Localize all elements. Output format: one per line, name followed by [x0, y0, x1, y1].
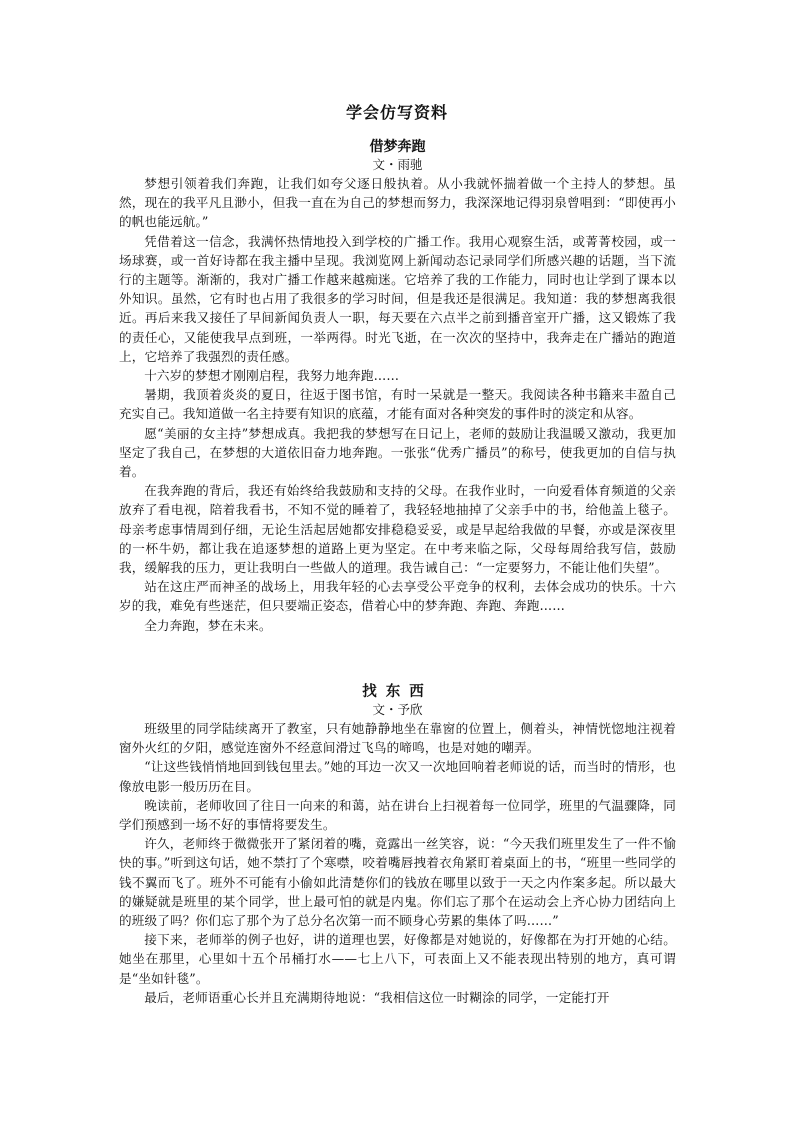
paragraph: 晚读前，老师收回了往日一向来的和蔼，站在讲台上扫视着每一位同学，班里的气温骤降，同学们预感到一场不好的事情将要发生。 — [119, 797, 676, 833]
paragraph: 凭借着这一信念，我满怀热情地投入到学校的广播工作。我用心观察生活，或菁菁校园，或一场球赛，或一首好诗都在我主播中呈现。我浏览网上新闻动态记录同学们所感兴趣的话题，当下流行的主题等。渐渐的，我对广播工作越来越痴迷。它培养了我的工作能力，同时也让学到了课本以外知识。虽然，它有时也占用了我很多的学习时间，但是我还是很满足。我知道：我的梦想离我很近。再后来我又接任了早间新闻负责人一职，每天要在六点半之前到播音室开广播，这又锻炼了我的责任心，又能使我早点到班，一举两得。时光飞逝，在一次次的坚持中，我奔走在广播站的跑道上，它培养了我强烈的责任感。 — [119, 233, 676, 364]
paragraph: 在我奔跑的背后，我还有始终给我鼓励和支持的父母。在我作业时，一向爱看体育频道的父亲放弃了看电视，陪着我看书，不知不觉的睡着了，我轻轻地抽掉了父亲手中的书，给他盖上毯子。母亲考虑事情周到仔细，无论生活起居她都安排稳稳妥妥，或是早起给我做的早餐，亦或是深夜里的一杯牛奶，都让我在追逐梦想的道路上更为坚定。在中考来临之际，父母每周给我写信，鼓励我，缓解我的压力，更让我明白一些做人的道理。我告诫自己：“一定要努力，不能让他们失望”。 — [119, 483, 676, 576]
article-author: 文・予欣 — [372, 702, 423, 717]
paragraph: 愿“美丽的女主持”梦想成真。我把我的梦想写在日记上，老师的鼓励让我温暖又激动，我更加坚定了我自己，在梦想的大道依旧奋力地奔跑。一张张“优秀广播员”的称号，使我更加的自信与执着。 — [119, 425, 676, 480]
paragraph: 十六岁的梦想才刚刚启程，我努力地奔跑…… — [144, 368, 400, 384]
document-title: 学会仿写资料 — [345, 103, 448, 122]
paragraph: 暑期，我顶着炎炎的夏日，往返于图书馆，有时一呆就是一整天。我阅读各种书籍来丰盈自己充实自己。我知道做一名主持要有知识的底蕴，才能有面对各种突发的事件时的淡定和从容。 — [119, 387, 676, 422]
article-title: 找东西 — [362, 683, 433, 700]
paragraph: 全力奔跑，梦在未来。 — [144, 617, 272, 633]
paragraph: 站在这庄严而神圣的战场上，用我年轻的心去享受公平竞争的权利，去体会成功的快乐。十六岁的我，难免有些迷茫，但只要端正姿态，借着心中的梦奔跑、奔跑、奔跑…… — [119, 579, 676, 614]
article-zhao-dong-xi — [119, 683, 676, 1007]
article-author: 文・雨驰 — [372, 157, 423, 172]
paragraph: 接下来，老师举的例子也好，讲的道理也罢，好像都是对她说的，好像都在为打开她的心结。她坐在那里，心里如十五个吊桶打水——七上八下，可表面上又不能表现出特别的地方，真可谓是“坐如针毯”。 — [119, 932, 676, 986]
article-jie-meng-ben-pao — [119, 138, 676, 635]
paragraph: 最后，老师语重心长并且充满期待地说：“我相信这位一时糊涂的同学，一定能打开 — [144, 989, 610, 1005]
paragraph: 许久，老师终于微微张开了紧闭着的嘴，竟露出一丝笑容，说：“今天我们班里发生了一件不愉快的事。”听到这句话，她不禁打了个寒噤，咬着嘴唇拽着衣角紧盯着桌面上的书，“班里一些同学的钱不翼而飞了。班外不可能有小偷如此清楚你们的钱放在哪里以致于一天之内作案多起。所以最大的嫌疑就是班里的某个同学，世上最可怕的就是内鬼。你们忘了那个在运动会上齐心协力团结向上的班级了吗？你们忘了那个为了总分名次第一而不顾身心劳累的集体了吗……” — [119, 836, 676, 929]
article-title: 借梦奔跑 — [369, 139, 426, 155]
paragraph: 班级里的同学陆续离开了教室，只有她静静地坐在靠窗的位置上，侧着头，神情恍惚地注视着窗外火红的夕阳，感觉连窗外不经意间滑过飞鸟的啼鸣，也是对她的嘲弄。 — [119, 721, 676, 756]
paragraph: “让这些钱悄悄地回到钱包里去。”她的耳边一次又一次地回响着老师说的话，而当时的情形，也像放电影一般历历在目。 — [119, 759, 676, 794]
paragraph: 梦想引领着我们奔跑，让我们如夸父逐日般执着。从小我就怀揣着做一个主持人的梦想。虽然，现在的我平凡且渺小，但我一直在为自己的梦想而努力，我深深地记得羽泉曾唱到：“即使再小的帆也能远航。” — [119, 176, 676, 230]
